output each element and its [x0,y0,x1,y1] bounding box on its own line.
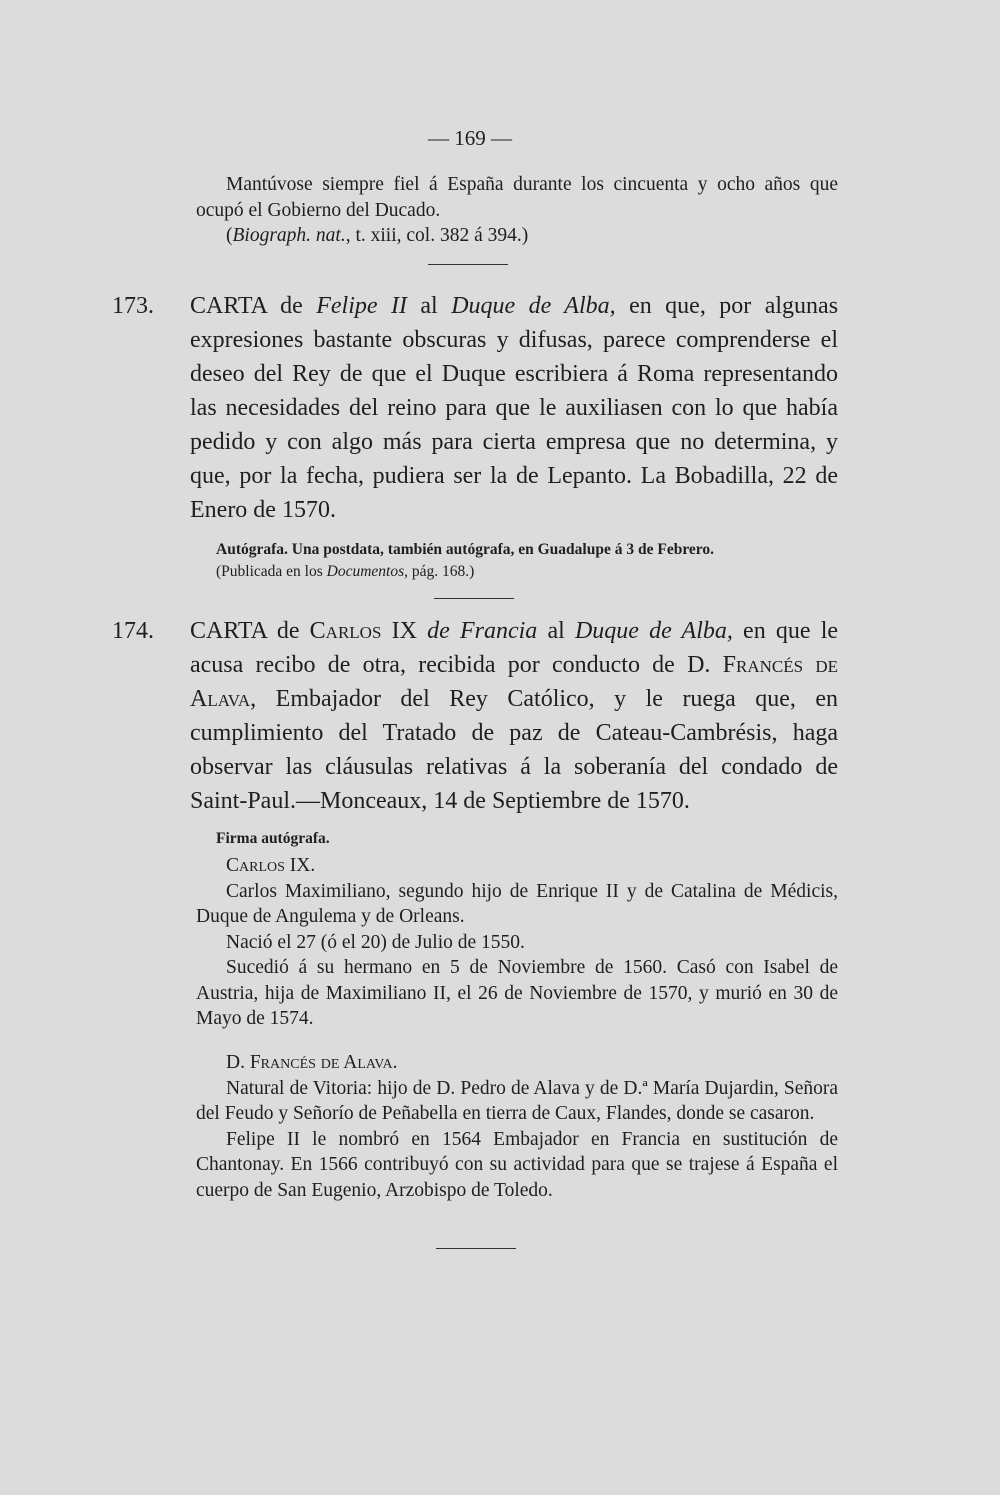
entry-body: CARTA de Carlos IX de Francia al Duque de Alba, en que le acusa recibo de otra, recibida por conducto de D. Francés de Alava, Embajador del Rey Católico, y le ruega que, en cumplimiento del Tratado de paz de Cateau-Cambrésis, haga observar las cláusulas relativas á la soberanía del condado de Saint-Paul.—Monceaux, 14 de Septiembre de 1570. [190,618,839,814]
reference-rest: , t. xiii, col. 382 á 394.) [345,225,529,246]
sender-name: Carlos IX [309,618,417,644]
bio-paragraph: Natural de Vitoria: hijo de D. Pedro de Alava y de D.ª María Dujardin, Señora del Feudo y Señorío de Peñabella en tierra de Caux, Flandes, donde se casaron. [196,1077,838,1124]
separator-rule [428,264,508,265]
intro-reference: (Biograph. nat., t. xiii, col. 382 á 394.) [226,225,529,246]
bio-paragraph: Sucedió á su hermano en 5 de Noviembre de 1560. Casó con Isabel de Austria, hija de Maximiliano II, el 26 de Noviembre de 1570, y murió en 30 de Mayo de 1574. [196,957,838,1029]
entry-body: CARTA de Felipe II al Duque de Alba, en que, por algunas expresiones bastante obscuras y difusas, parece comprenderse el deseo del Rey de que el Duque escribiera á Roma representando las necesidades del reino para que le auxiliasen con lo que había pedido y con algo más para cierta empresa que no determina, y que, por la fecha, pudiera ser la de Lepanto. La Bobadilla, 22 de Enero de 1570. [190,293,839,523]
bio-frances-de-alava [196,1050,838,1203]
entry-174 [112,614,839,850]
intro-text: Mantúvose siempre fiel á España durante los cincuenta y ocho años que ocupó el Gobierno del Ducado. [196,174,838,221]
separator-rule [436,1248,516,1249]
bio-heading: D. Francés de Alava. [226,1052,398,1073]
bio-paragraph: Felipe II le nombró en 1564 Embajador en Francia en sustitución de Chantonay. En 1566 contribuyó con su actividad para que se trajese á España el cuerpo de San Eugenio, Arzobispo de Toledo. [196,1128,838,1201]
separator-rule [434,598,514,599]
bio-paragraph: Carlos Maximiliano, segundo hijo de Enrique II y de Catalina de Médicis, Duque de Angulema y de Orleans. [196,880,838,927]
bio-carlos-ix [196,853,838,1032]
entry-173 [112,289,839,583]
entry-note [216,828,838,850]
sender-country: de Francia [427,618,538,644]
bio-paragraph: Nació el 27 (ó el 20) de Julio de 1550. [226,931,525,953]
recipient-name: Duque de Alba, [451,293,616,319]
note-line: Firma autógrafa. [216,830,330,847]
entry-number: 174. [112,618,154,644]
note-line: (Publicada en los Documentos, pág. 168.) [216,563,475,580]
page-number: — 169 — [428,126,512,150]
reference-title: Biograph. nat. [232,225,346,246]
note-line: Autógrafa. Una postdata, también autógrafa, en Guadalupe á 3 de Febrero. [216,541,715,558]
sender-name: Felipe II [316,293,407,319]
entry-note [216,539,838,583]
bio-heading: Carlos IX. [226,855,316,876]
intro-paragraph [196,172,838,249]
recipient-name: Duque de Alba, [574,618,733,644]
ambassador-name: Francés de Alava, [190,652,838,712]
entry-number: 173. [112,293,154,319]
